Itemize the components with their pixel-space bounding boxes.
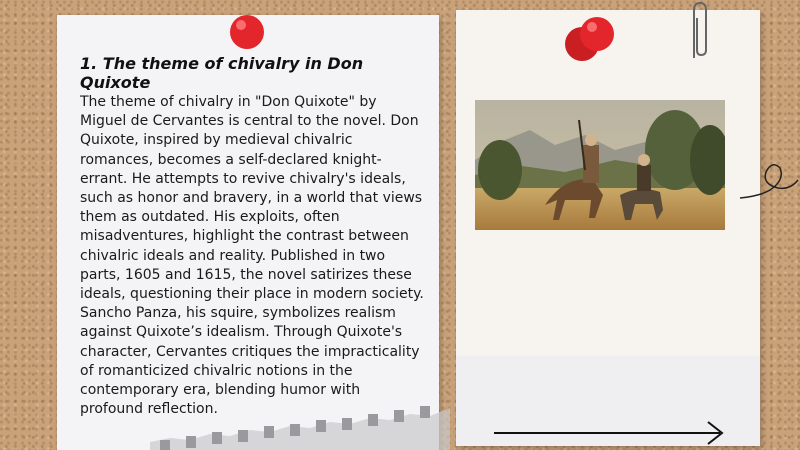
swirl-doodle-icon [740, 150, 800, 210]
section-title: 1. The theme of chivalry in Don Quixote [80, 54, 364, 92]
red-pushpin-icon [560, 12, 620, 66]
don-quixote-painting [475, 100, 725, 230]
red-pushpin-icon [224, 10, 270, 56]
arrow-right-icon [494, 418, 726, 448]
section-body-text: The theme of chivalry in "Don Quixote" by Miguel de Cervantes is central to the novel. Don Quixote, inspired by medieval chivalric romances, becomes a self-declared knight-errant. He attempts to revive chivalry's ideals, such as honor and bravery, in a world that views them as outdated. His exploits, often misadventures, highlight the contrast between chivalric ideals and reality. Published in two parts, 1605 and 1615, the novel satirizes these ideals, questioning their place in modern society. Sancho Panza, his squire, symbolizes realism against Quixote’s idealism. Through Quixote's character, Cervantes critiques the impracticality of romanticized chivalric notions in the contemporary era, blending humor with profound reflection. [80, 94, 424, 418]
paperclip-icon [688, 0, 712, 62]
